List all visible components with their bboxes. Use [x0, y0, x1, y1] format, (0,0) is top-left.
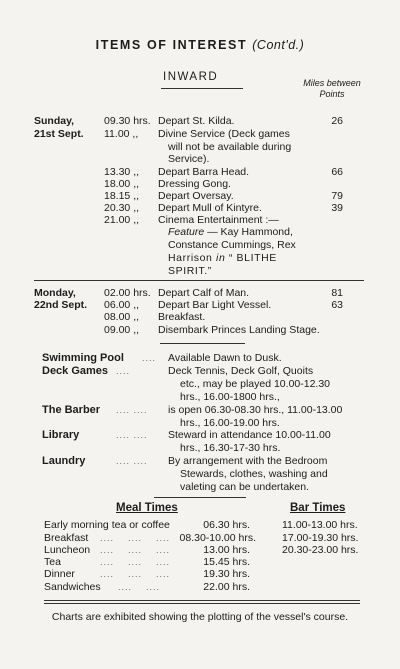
meal-time: 22.00 hrs.	[203, 581, 250, 593]
bar-time: 11.00-13.00 hrs.	[282, 519, 358, 531]
meal-name: Luncheon	[44, 544, 91, 556]
itinerary-event: Depart Bar Light Vessel.	[158, 299, 272, 311]
facility-detail: is open 06.30-08.30 hrs., 11.00-13.00	[168, 404, 343, 416]
facility-detail-cont: etc., may be played 10.00-12.30	[180, 378, 331, 390]
itinerary-time: 06.00 ,,	[104, 299, 140, 311]
facility-detail: Available Dawn to Dusk.	[168, 352, 282, 364]
facility-detail: Steward in attendance 10.00-11.00	[168, 429, 331, 441]
leader-dots: .... .... ....	[100, 569, 171, 579]
facility-detail-cont: hrs., 16.00-1800 hrs.,	[180, 391, 280, 403]
facility-detail: By arrangement with the Bedroom	[168, 455, 328, 467]
itinerary-time: 11.00 ,,	[104, 128, 139, 140]
title-main: ITEMS OF INTEREST	[95, 38, 248, 52]
itinerary-miles: 79	[331, 190, 343, 202]
itinerary-event: Breakfast.	[158, 311, 206, 323]
itinerary-time: 08.00 ,,	[104, 311, 140, 323]
meal-time: 08.30-10.00 hrs.	[179, 532, 256, 544]
bar-time: 20.30-23.00 hrs.	[282, 544, 359, 556]
itinerary-time: 21.00 ,,	[104, 214, 140, 226]
itinerary-event-cont: Service).	[168, 153, 210, 165]
feature-cast-1: — Kay Hammond,	[204, 226, 293, 238]
leader-dots: ....	[116, 366, 131, 376]
meal-time: 19.30 hrs.	[203, 568, 250, 580]
itinerary-miles: 39	[331, 202, 343, 214]
itinerary-event: Dressing Gong.	[158, 178, 231, 190]
facility-detail-cont: hrs., 16.30-17-30 hrs.	[180, 442, 281, 454]
itinerary-time: 18.15 ,,	[104, 190, 140, 202]
leader-dots: .... ....	[116, 456, 148, 466]
meal-name: Early morning tea or coffee	[44, 519, 170, 531]
divider-2	[160, 343, 245, 344]
footer-rule-1	[44, 600, 360, 601]
day2-name: Monday,	[34, 287, 76, 299]
facility-detail: Deck Tennis, Deck Golf, Quoits	[168, 365, 314, 377]
meal-name: Tea	[44, 556, 61, 568]
leader-dots: .... ....	[116, 430, 148, 440]
facility-detail-cont: valeting can be undertaken.	[180, 481, 310, 493]
cinema-cast-line: Constance Cummings, Rex	[168, 239, 296, 251]
itinerary-time: 09.00 ,,	[104, 324, 140, 336]
itinerary-time: 13.30 ,,	[104, 166, 140, 178]
itinerary-event: Depart Oversay.	[158, 190, 234, 202]
divider-1	[34, 280, 364, 281]
day2-date: 22nd Sept.	[34, 299, 88, 311]
facility-name: Library	[42, 429, 80, 441]
page-title	[0, 38, 400, 52]
facility-label	[42, 429, 79, 441]
feature-word: Feature	[168, 226, 205, 238]
meal-time: 06.30 hrs.	[203, 519, 250, 531]
itinerary-event-cont: will not be available during	[168, 141, 292, 153]
itinerary-time: 18.00 ,,	[104, 178, 140, 190]
meal-name: Dinner	[44, 568, 75, 580]
itinerary-miles: 81	[331, 287, 343, 299]
itinerary-event: Divine Service (Deck games	[158, 128, 290, 140]
itinerary-miles: 26	[331, 115, 343, 127]
title-continued: (Cont'd.)	[252, 38, 305, 52]
itinerary-event: Cinema Entertainment :—	[158, 214, 279, 226]
itinerary-time: 02.00 hrs.	[104, 287, 151, 299]
footnote: Charts are exhibited showing the plotting of the vessel's course.	[51, 611, 349, 623]
facility-label	[42, 352, 124, 364]
meal-times-heading: Meal Times	[116, 502, 178, 514]
facility-detail-cont: Stewards, clothes, washing and	[180, 468, 328, 480]
itinerary-event: Depart Mull of Kintyre.	[158, 202, 262, 214]
inward-heading: INWARD	[163, 71, 219, 83]
facility-detail-cont: hrs., 16.00-19.00 hrs.	[180, 417, 280, 429]
meal-name: Breakfast	[44, 532, 89, 544]
facility-label	[42, 404, 100, 416]
itinerary-time: 20.30 ,,	[104, 202, 140, 214]
footer-rule-2	[44, 603, 360, 604]
miles-column-header: Miles between Points	[303, 78, 361, 99]
itinerary-event: Depart Barra Head.	[158, 166, 250, 178]
itinerary-time: 09.30 hrs.	[104, 115, 151, 127]
feature-title-start: “ BLITHE	[225, 252, 277, 264]
facility-name: Swimming Pool	[42, 352, 124, 364]
facility-name: Deck Games	[42, 365, 109, 377]
leader-dots: .... .... ....	[100, 533, 171, 543]
leader-dots: .... ....	[118, 582, 161, 592]
facility-name: Laundry	[42, 455, 86, 467]
feature-cast-2: Harrison	[168, 252, 213, 264]
cinema-title-end: SPIRIT.”	[168, 265, 212, 277]
facility-label	[42, 365, 108, 377]
leader-dots: .... ....	[116, 405, 148, 415]
leader-dots: .... .... ....	[100, 557, 171, 567]
bar-times-heading: Bar Times	[290, 502, 346, 514]
day1-name: Sunday,	[34, 115, 75, 127]
meal-time: 13.00 hrs.	[203, 544, 250, 556]
facility-name: The Barber	[42, 404, 101, 416]
leader-dots: ....	[142, 353, 157, 363]
cinema-feature-line	[168, 226, 293, 238]
bar-time: 17.00-19.30 hrs.	[282, 532, 359, 544]
itinerary-event: Depart St. Kilda.	[158, 115, 235, 127]
itinerary-event: Disembark Princes Landing Stage.	[158, 324, 320, 336]
cinema-title-line	[168, 252, 277, 264]
facility-label	[42, 455, 85, 467]
divider-3	[154, 497, 246, 498]
meal-time: 15.45 hrs.	[203, 556, 250, 568]
leader-dots: .... .... ....	[100, 545, 171, 555]
itinerary-miles: 66	[331, 166, 343, 178]
meal-name: Sandwiches	[44, 581, 101, 593]
itinerary-event: Depart Calf of Man.	[158, 287, 250, 299]
itinerary-miles: 63	[331, 299, 343, 311]
feature-in: in	[216, 252, 226, 264]
inward-underline	[161, 88, 243, 89]
day1-date: 21st Sept.	[34, 128, 84, 140]
